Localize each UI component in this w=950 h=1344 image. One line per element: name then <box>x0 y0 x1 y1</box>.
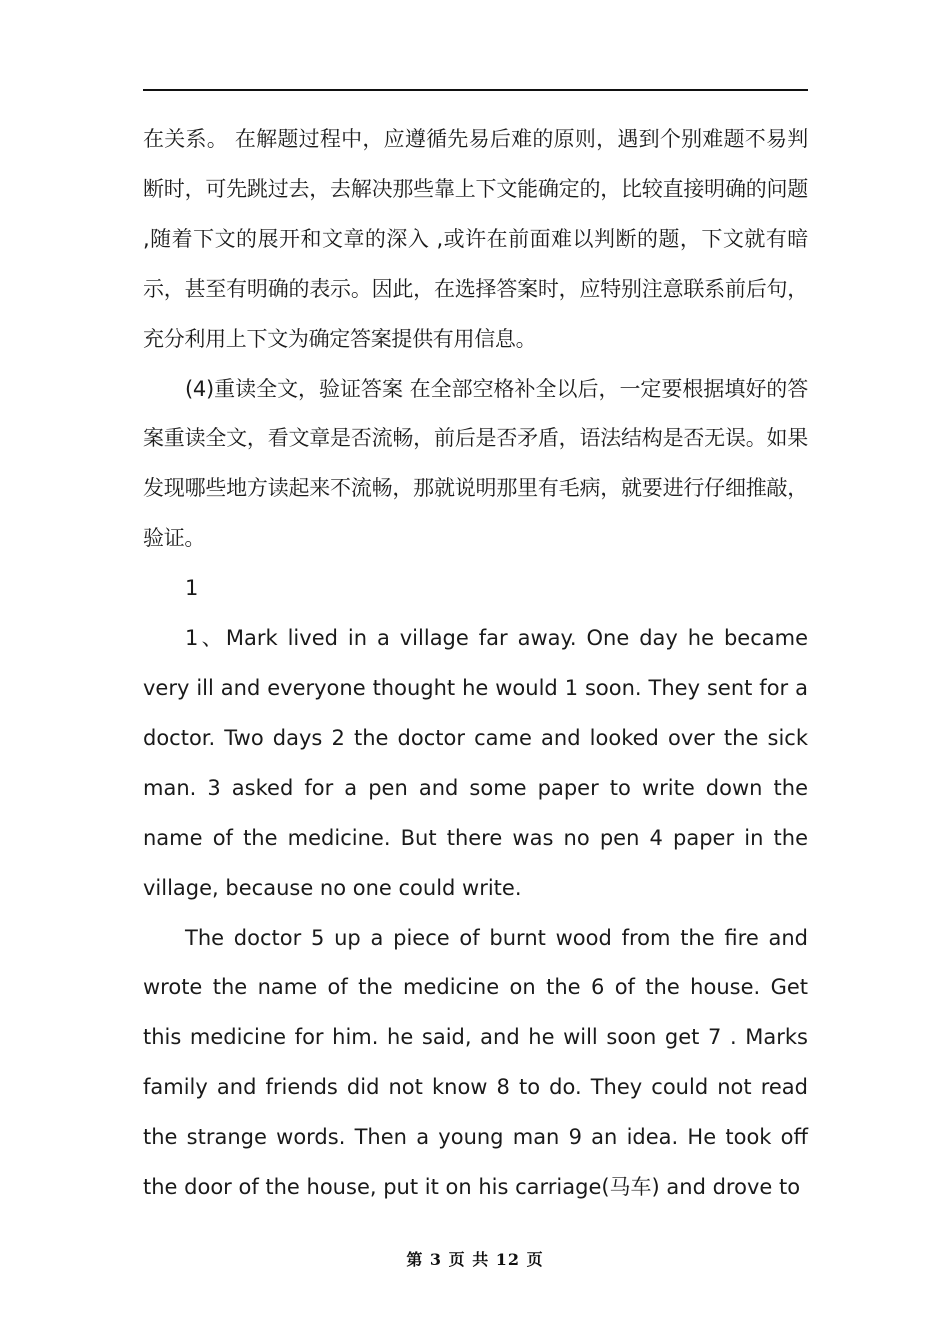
passage-paragraph-2: The doctor 5 up a piece of burnt wood from the fire and wrote the name of the medicine on the 6 of the house. Get this medicine for him. he said, and he will soon get 7 . Marks family and friends did not know 8 to do. They could not read the strange words. Then a young man 9 an idea. He took off the door of the house, put it on his carriage(马车) and drove to <box>143 925 808 1200</box>
paragraph-context: 在关系。 在解题过程中，应遵循先易后难的原则，遇到个别难题不易判断时，可先跳过去，去解决那些靠上下文能确定的，比较直接明确的问题 ,随着下文的展开和文章的深入 ,或许在前面难以判断的题，下文就有暗示，甚至有明确的表示。因此，在选择答案时，应特别注意联系前后句，充分利用上下文为确定答案提供有用信息。 <box>143 127 808 351</box>
page-footer: 第 3 页 共 12 页 <box>406 1250 544 1269</box>
header-rule <box>143 89 808 91</box>
document-body <box>143 115 808 1213</box>
paragraph-step-4: (4)重读全文，验证答案 在全部空格补全以后，一定要根据填好的答案重读全文，看文章是否流畅，前后是否矛盾，语法结构是否无误。如果发现哪些地方读起来不流畅，那就说明那里有毛病，就要进行仔细推敲，验证。 <box>143 376 808 551</box>
passage-paragraph-1: 1、Mark lived in a village far away. One day he became very ill and everyone thought he would 1 soon. They sent for a doctor. Two days 2 the doctor came and looked over the sick man. 3 asked for a pen and some paper to write down the name of the medicine. But there was no pen 4 paper in the village, because no one could write. <box>143 626 808 900</box>
section-number: 1 <box>185 576 199 601</box>
